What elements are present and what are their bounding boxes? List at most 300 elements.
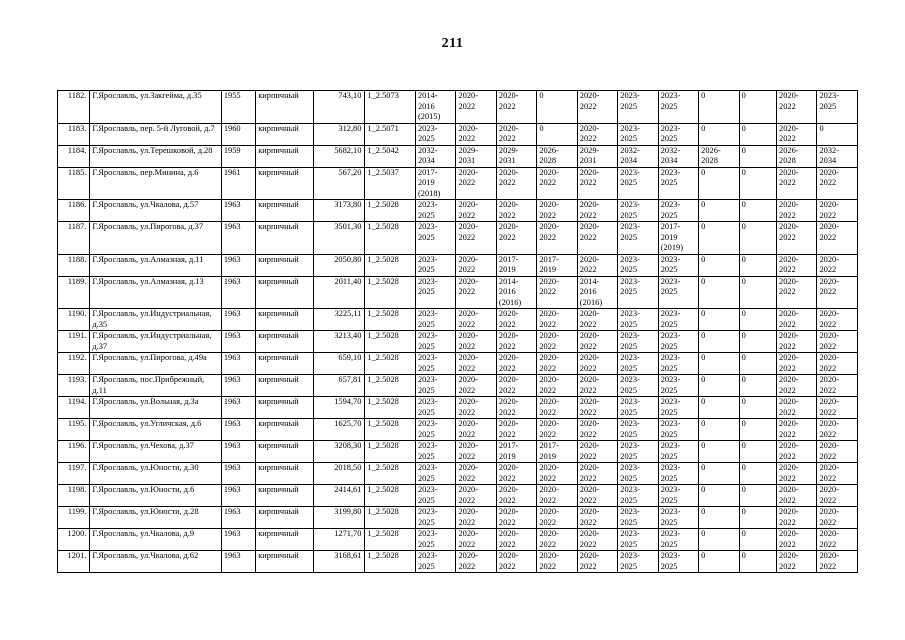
repair-period-cell: 2023-2025 [415, 441, 455, 463]
row-number-cell: 1183. [58, 123, 90, 145]
repair-period-cell: 0 [699, 507, 739, 529]
year-built-cell: 1963 [221, 375, 255, 397]
repair-period-cell: 2023-2025 [658, 485, 698, 507]
row-number-cell: 1195. [58, 419, 90, 441]
repair-period-cell: 2020-2022 [817, 276, 858, 309]
repair-period-cell: 0 [699, 309, 739, 331]
area-cell: 3501,30 [313, 222, 365, 255]
year-built-cell: 1960 [221, 123, 255, 145]
repair-period-cell: 2023-2025 [618, 222, 658, 255]
repair-period-cell: 2023-2025 [415, 485, 455, 507]
repair-period-cell: 0 [739, 331, 776, 353]
repair-period-cell: 2023-2025 [415, 276, 455, 309]
repair-period-cell: 2020-2022 [456, 167, 496, 200]
repair-period-cell: 2017-2019 [496, 441, 536, 463]
repair-period-cell: 2032-2034 [658, 145, 698, 167]
address-cell: Г.Ярославль, ул.Угличская, д.6 [90, 419, 221, 441]
repair-period-cell: 0 [699, 419, 739, 441]
address-cell: Г.Ярославль, ул.Алмазная, д.11 [90, 254, 221, 276]
wall-material-cell: кирпичный [256, 353, 314, 375]
series-code-cell: 1_2.5037 [365, 167, 416, 200]
repair-period-cell: 2023-2025 [415, 200, 455, 222]
repair-period-cell: 2020-2022 [456, 507, 496, 529]
area-cell: 3168,61 [313, 551, 365, 573]
repair-period-cell: 2014-2016 (2016) [496, 276, 536, 309]
repair-period-cell: 2023-2025 [658, 200, 698, 222]
series-code-cell: 1_2.5071 [365, 123, 416, 145]
address-cell: Г.Ярославль, ул.Чехова, д.37 [90, 441, 221, 463]
repair-period-cell: 0 [699, 222, 739, 255]
year-built-cell: 1963 [221, 276, 255, 309]
repair-period-cell: 0 [537, 91, 577, 124]
repair-period-cell: 2020-2022 [577, 254, 617, 276]
table-row [58, 419, 858, 441]
row-number-cell: 1188. [58, 254, 90, 276]
repair-period-cell: 2020-2022 [496, 551, 536, 573]
repair-period-cell: 2020-2022 [817, 397, 858, 419]
repair-period-cell: 2020-2022 [577, 441, 617, 463]
repair-period-cell: 2020-2022 [777, 441, 817, 463]
repair-period-cell: 2020-2022 [537, 375, 577, 397]
series-code-cell: 1_2.5028 [365, 200, 416, 222]
repair-period-cell: 2023-2025 [415, 353, 455, 375]
repair-period-cell: 2017-2019 [496, 254, 536, 276]
area-cell: 2011,40 [313, 276, 365, 309]
table-row [58, 485, 858, 507]
repair-period-cell: 2023-2025 [415, 419, 455, 441]
address-cell: Г.Ярославль, ул.Пирогова, д.37 [90, 222, 221, 255]
repair-period-cell: 2020-2022 [456, 375, 496, 397]
row-number-cell: 1185. [58, 167, 90, 200]
repair-period-cell: 2020-2022 [456, 331, 496, 353]
repair-period-cell: 2020-2022 [577, 485, 617, 507]
repair-period-cell: 2020-2022 [817, 463, 858, 485]
repair-period-cell: 0 [739, 309, 776, 331]
series-code-cell: 1_2.5028 [365, 419, 416, 441]
address-cell: Г.Ярославль, пос.Прибрежный, д.11 [90, 375, 221, 397]
repair-period-cell: 2023-2025 [658, 353, 698, 375]
repair-period-cell: 2020-2022 [456, 485, 496, 507]
repair-period-cell: 2026-2028 [777, 145, 817, 167]
repair-period-cell: 2020-2022 [777, 353, 817, 375]
repair-period-cell: 2020-2022 [537, 529, 577, 551]
wall-material-cell: кирпичный [256, 397, 314, 419]
series-code-cell: 1_2.5028 [365, 331, 416, 353]
repair-period-cell: 2023-2025 [618, 507, 658, 529]
repair-period-cell: 2020-2022 [817, 254, 858, 276]
wall-material-cell: кирпичный [256, 254, 314, 276]
repair-period-cell: 2020-2022 [577, 529, 617, 551]
repair-period-cell: 2020-2022 [456, 222, 496, 255]
repair-period-cell: 0 [699, 200, 739, 222]
area-cell: 1271,70 [313, 529, 365, 551]
area-cell: 3213,40 [313, 331, 365, 353]
repair-period-cell: 2023-2025 [618, 254, 658, 276]
repair-period-cell: 2020-2022 [577, 463, 617, 485]
year-built-cell: 1963 [221, 529, 255, 551]
repair-period-cell: 2023-2025 [817, 91, 858, 124]
repair-period-cell: 2023-2025 [618, 167, 658, 200]
series-code-cell: 1_2.5028 [365, 254, 416, 276]
repair-period-cell: 2020-2022 [577, 397, 617, 419]
area-cell: 567,20 [313, 167, 365, 200]
repair-period-cell: 2020-2022 [577, 167, 617, 200]
year-built-cell: 1963 [221, 419, 255, 441]
repair-period-cell: 2017-2019 (2018) [415, 167, 455, 200]
repair-period-cell: 0 [739, 222, 776, 255]
series-code-cell: 1_2.5028 [365, 375, 416, 397]
row-number-cell: 1192. [58, 353, 90, 375]
row-number-cell: 1197. [58, 463, 90, 485]
row-number-cell: 1186. [58, 200, 90, 222]
year-built-cell: 1963 [221, 485, 255, 507]
table-row [58, 145, 858, 167]
area-cell: 1594,70 [313, 397, 365, 419]
repair-period-cell: 2023-2025 [658, 91, 698, 124]
repair-period-cell: 0 [537, 123, 577, 145]
repair-period-cell: 2023-2025 [618, 123, 658, 145]
table-row [58, 222, 858, 255]
repair-period-cell: 2020-2022 [577, 375, 617, 397]
year-built-cell: 1963 [221, 309, 255, 331]
repair-period-cell: 2020-2022 [777, 167, 817, 200]
repair-period-cell: 2020-2022 [496, 529, 536, 551]
repair-period-cell: 2020-2022 [496, 397, 536, 419]
repair-period-cell: 0 [739, 441, 776, 463]
repair-period-cell: 2020-2022 [817, 419, 858, 441]
repair-period-cell: 2020-2022 [537, 419, 577, 441]
wall-material-cell: кирпичный [256, 145, 314, 167]
repair-period-cell: 2020-2022 [537, 353, 577, 375]
repair-period-cell: 2023-2025 [415, 551, 455, 573]
repair-period-cell: 2023-2025 [618, 200, 658, 222]
repair-period-cell: 2020-2022 [456, 91, 496, 124]
repair-period-cell: 2020-2022 [577, 91, 617, 124]
repair-period-cell: 2014-2016 (2015) [415, 91, 455, 124]
repair-period-cell: 2023-2025 [658, 551, 698, 573]
repair-period-cell: 2020-2022 [577, 123, 617, 145]
row-number-cell: 1189. [58, 276, 90, 309]
repair-period-cell: 2020-2022 [777, 419, 817, 441]
repair-period-cell: 2020-2022 [537, 485, 577, 507]
repair-period-cell: 2020-2022 [777, 123, 817, 145]
row-number-cell: 1199. [58, 507, 90, 529]
repair-period-cell: 2017-2019 [537, 441, 577, 463]
repair-period-cell: 2020-2022 [537, 463, 577, 485]
repair-period-cell: 2020-2022 [496, 200, 536, 222]
repair-period-cell: 0 [739, 397, 776, 419]
repair-period-cell: 0 [699, 463, 739, 485]
repair-period-cell: 0 [739, 353, 776, 375]
repair-period-cell: 2020-2022 [496, 123, 536, 145]
repair-period-cell: 2020-2022 [777, 397, 817, 419]
area-cell: 659,10 [313, 353, 365, 375]
repair-period-cell: 2020-2022 [777, 200, 817, 222]
repair-period-cell: 2023-2025 [415, 331, 455, 353]
repair-period-cell: 2023-2025 [618, 441, 658, 463]
wall-material-cell: кирпичный [256, 222, 314, 255]
repair-period-cell: 2020-2022 [577, 419, 617, 441]
repair-period-cell: 2020-2022 [537, 309, 577, 331]
year-built-cell: 1963 [221, 254, 255, 276]
repair-period-cell: 2023-2025 [658, 463, 698, 485]
address-cell: Г.Ярославль, ул.Алмазная, д.13 [90, 276, 221, 309]
repair-period-cell: 2023-2025 [618, 353, 658, 375]
series-code-cell: 1_2.5028 [365, 529, 416, 551]
repair-period-cell: 0 [739, 167, 776, 200]
repair-period-cell: 2023-2025 [618, 529, 658, 551]
repair-period-cell: 2023-2025 [415, 507, 455, 529]
repair-period-cell: 2020-2022 [496, 375, 536, 397]
area-cell: 312,80 [313, 123, 365, 145]
year-built-cell: 1963 [221, 551, 255, 573]
repair-period-cell: 0 [739, 145, 776, 167]
repair-period-cell: 0 [739, 463, 776, 485]
repair-period-cell: 2020-2022 [456, 353, 496, 375]
repair-period-cell: 2020-2022 [496, 309, 536, 331]
repair-period-cell: 2023-2025 [415, 222, 455, 255]
repair-period-cell: 0 [739, 529, 776, 551]
row-number-cell: 1198. [58, 485, 90, 507]
repair-period-cell: 2017-2019 (2019) [658, 222, 698, 255]
repair-period-cell: 2023-2025 [618, 309, 658, 331]
address-cell: Г.Ярославль, пер.Минина, д.6 [90, 167, 221, 200]
repair-period-cell: 2023-2025 [618, 485, 658, 507]
series-code-cell: 1_2.5028 [365, 397, 416, 419]
repair-period-cell: 2020-2022 [817, 167, 858, 200]
year-built-cell: 1955 [221, 91, 255, 124]
repair-period-cell: 2020-2022 [537, 397, 577, 419]
area-cell: 657,81 [313, 375, 365, 397]
table-row [58, 123, 858, 145]
series-code-cell: 1_2.5042 [365, 145, 416, 167]
wall-material-cell: кирпичный [256, 331, 314, 353]
repair-period-cell: 2020-2022 [456, 200, 496, 222]
repair-period-cell: 2020-2022 [817, 331, 858, 353]
series-code-cell: 1_2.5028 [365, 222, 416, 255]
repair-period-cell: 2020-2022 [777, 254, 817, 276]
repair-period-cell: 2020-2022 [777, 507, 817, 529]
repair-period-cell: 2032-2034 [618, 145, 658, 167]
repair-period-cell: 0 [817, 123, 858, 145]
repair-period-cell: 2020-2022 [577, 309, 617, 331]
repair-period-cell: 2023-2025 [415, 254, 455, 276]
repair-period-cell: 2023-2025 [658, 276, 698, 309]
table-row [58, 397, 858, 419]
repair-period-cell: 2020-2022 [777, 331, 817, 353]
wall-material-cell: кирпичный [256, 529, 314, 551]
address-cell: Г.Ярославль, ул.Вольная, д.3а [90, 397, 221, 419]
year-built-cell: 1963 [221, 507, 255, 529]
repair-period-cell: 2023-2025 [658, 441, 698, 463]
repair-period-cell: 2023-2025 [415, 375, 455, 397]
repair-period-cell: 2023-2025 [658, 419, 698, 441]
area-cell: 2050,80 [313, 254, 365, 276]
repair-period-cell: 2020-2022 [496, 167, 536, 200]
repair-period-cell: 2023-2025 [658, 309, 698, 331]
area-cell: 2018,50 [313, 463, 365, 485]
repair-period-cell: 2020-2022 [537, 200, 577, 222]
repair-period-cell: 2020-2022 [496, 222, 536, 255]
repair-period-cell: 2023-2025 [658, 254, 698, 276]
series-code-cell: 1_2.5028 [365, 353, 416, 375]
repair-period-cell: 0 [699, 331, 739, 353]
repair-period-cell: 2026-2028 [537, 145, 577, 167]
repair-period-cell: 0 [739, 276, 776, 309]
repair-period-cell: 0 [739, 507, 776, 529]
repair-period-cell: 2020-2022 [456, 551, 496, 573]
wall-material-cell: кирпичный [256, 419, 314, 441]
row-number-cell: 1191. [58, 331, 90, 353]
repair-period-cell: 2023-2025 [618, 331, 658, 353]
year-built-cell: 1963 [221, 331, 255, 353]
row-number-cell: 1201. [58, 551, 90, 573]
wall-material-cell: кирпичный [256, 551, 314, 573]
year-built-cell: 1959 [221, 145, 255, 167]
table-row [58, 441, 858, 463]
repair-period-cell: 2023-2025 [415, 123, 455, 145]
repair-period-cell: 2020-2022 [577, 331, 617, 353]
row-number-cell: 1196. [58, 441, 90, 463]
year-built-cell: 1963 [221, 222, 255, 255]
table-row [58, 167, 858, 200]
wall-material-cell: кирпичный [256, 441, 314, 463]
table-row [58, 463, 858, 485]
repair-period-cell: 2023-2025 [658, 529, 698, 551]
repair-period-cell: 2026-2028 [699, 145, 739, 167]
series-code-cell: 1_2.5028 [365, 309, 416, 331]
repair-period-cell: 2020-2022 [537, 167, 577, 200]
address-cell: Г.Ярославль, ул.Юности, д.30 [90, 463, 221, 485]
repair-period-cell: 2023-2025 [415, 529, 455, 551]
series-code-cell: 1_2.5028 [365, 276, 416, 309]
repair-period-cell: 2029-2031 [456, 145, 496, 167]
repair-period-cell: 0 [699, 397, 739, 419]
area-cell: 3225,11 [313, 309, 365, 331]
repair-period-cell: 2020-2022 [496, 485, 536, 507]
address-cell: Г.Ярославль, ул.Юности, д.6 [90, 485, 221, 507]
row-number-cell: 1200. [58, 529, 90, 551]
area-cell: 3173,80 [313, 200, 365, 222]
area-cell: 743,10 [313, 91, 365, 124]
area-cell: 2414,61 [313, 485, 365, 507]
repair-period-cell: 0 [739, 375, 776, 397]
repair-period-cell: 0 [699, 254, 739, 276]
table-row [58, 276, 858, 309]
repair-period-cell: 0 [739, 200, 776, 222]
address-cell: Г.Ярославль, ул.Пирогова, д.49а [90, 353, 221, 375]
repair-period-cell: 2020-2022 [817, 222, 858, 255]
repair-period-cell: 0 [739, 485, 776, 507]
table-row [58, 309, 858, 331]
repair-period-cell: 2020-2022 [456, 254, 496, 276]
table-row [58, 529, 858, 551]
repair-period-cell: 2020-2022 [577, 507, 617, 529]
repair-period-cell: 2023-2025 [618, 463, 658, 485]
repair-period-cell: 2020-2022 [777, 551, 817, 573]
wall-material-cell: кирпичный [256, 507, 314, 529]
repair-period-cell: 0 [699, 441, 739, 463]
repair-period-cell: 0 [739, 123, 776, 145]
repair-period-cell: 0 [699, 375, 739, 397]
table-row [58, 200, 858, 222]
repair-period-cell: 2020-2022 [777, 529, 817, 551]
area-cell: 3199,80 [313, 507, 365, 529]
repair-period-cell: 2020-2022 [577, 353, 617, 375]
series-code-cell: 1_2.5028 [365, 485, 416, 507]
repair-period-cell: 2023-2025 [658, 507, 698, 529]
repair-period-cell: 2020-2022 [817, 200, 858, 222]
repair-period-cell: 2023-2025 [658, 375, 698, 397]
address-cell: Г.Ярославль, ул.Индустриальная, д.35 [90, 309, 221, 331]
repair-period-cell: 0 [699, 485, 739, 507]
series-code-cell: 1_2.5028 [365, 551, 416, 573]
repair-period-cell: 2023-2025 [658, 331, 698, 353]
repair-period-cell: 2020-2022 [456, 419, 496, 441]
repair-period-cell: 2020-2022 [537, 551, 577, 573]
repair-period-cell: 2023-2025 [618, 276, 658, 309]
repair-period-cell: 0 [699, 276, 739, 309]
series-code-cell: 1_2.5028 [365, 441, 416, 463]
series-code-cell: 1_2.5073 [365, 91, 416, 124]
repair-period-cell: 2020-2022 [777, 463, 817, 485]
repair-period-cell: 0 [739, 419, 776, 441]
year-built-cell: 1963 [221, 397, 255, 419]
repair-period-cell: 2020-2022 [496, 419, 536, 441]
wall-material-cell: кирпичный [256, 167, 314, 200]
repair-period-cell: 2020-2022 [577, 551, 617, 573]
repair-period-cell: 2029-2031 [577, 145, 617, 167]
repair-period-cell: 2014-2016 (2016) [577, 276, 617, 309]
repair-period-cell: 2023-2025 [618, 419, 658, 441]
area-cell: 3208,30 [313, 441, 365, 463]
repair-period-cell: 0 [699, 167, 739, 200]
repair-period-cell: 2020-2022 [456, 397, 496, 419]
repair-period-cell: 2020-2022 [817, 441, 858, 463]
repair-period-cell: 2023-2025 [658, 167, 698, 200]
repair-period-cell: 2020-2022 [817, 353, 858, 375]
repair-period-cell: 2020-2022 [456, 123, 496, 145]
year-built-cell: 1963 [221, 200, 255, 222]
repair-period-cell: 2020-2022 [537, 276, 577, 309]
repair-period-cell: 2023-2025 [658, 123, 698, 145]
address-cell: Г.Ярославль, ул.Чкалова, д.57 [90, 200, 221, 222]
row-number-cell: 1187. [58, 222, 90, 255]
repair-period-cell: 2032-2034 [415, 145, 455, 167]
repair-period-cell: 2020-2022 [456, 276, 496, 309]
address-cell: Г.Ярославль, ул.Чкалова, д.62 [90, 551, 221, 573]
repair-period-cell: 2020-2022 [777, 309, 817, 331]
year-built-cell: 1963 [221, 441, 255, 463]
table-row [58, 353, 858, 375]
wall-material-cell: кирпичный [256, 463, 314, 485]
repair-period-cell: 0 [739, 551, 776, 573]
repair-period-cell: 2017-2019 [537, 254, 577, 276]
repair-period-cell: 2020-2022 [577, 200, 617, 222]
repair-period-cell: 2020-2022 [496, 331, 536, 353]
repair-period-cell: 2020-2022 [456, 309, 496, 331]
address-cell: Г.Ярославль, ул.Индустриальная, д.37 [90, 331, 221, 353]
repair-period-cell: 2020-2022 [817, 309, 858, 331]
repair-period-cell: 0 [739, 254, 776, 276]
repair-period-cell: 2020-2022 [777, 222, 817, 255]
repair-period-cell: 2023-2025 [658, 397, 698, 419]
repair-period-cell: 0 [699, 353, 739, 375]
repair-period-cell: 2020-2022 [456, 529, 496, 551]
repair-period-cell: 2029-2031 [496, 145, 536, 167]
repair-period-cell: 2020-2022 [817, 529, 858, 551]
repair-period-cell: 2020-2022 [537, 222, 577, 255]
